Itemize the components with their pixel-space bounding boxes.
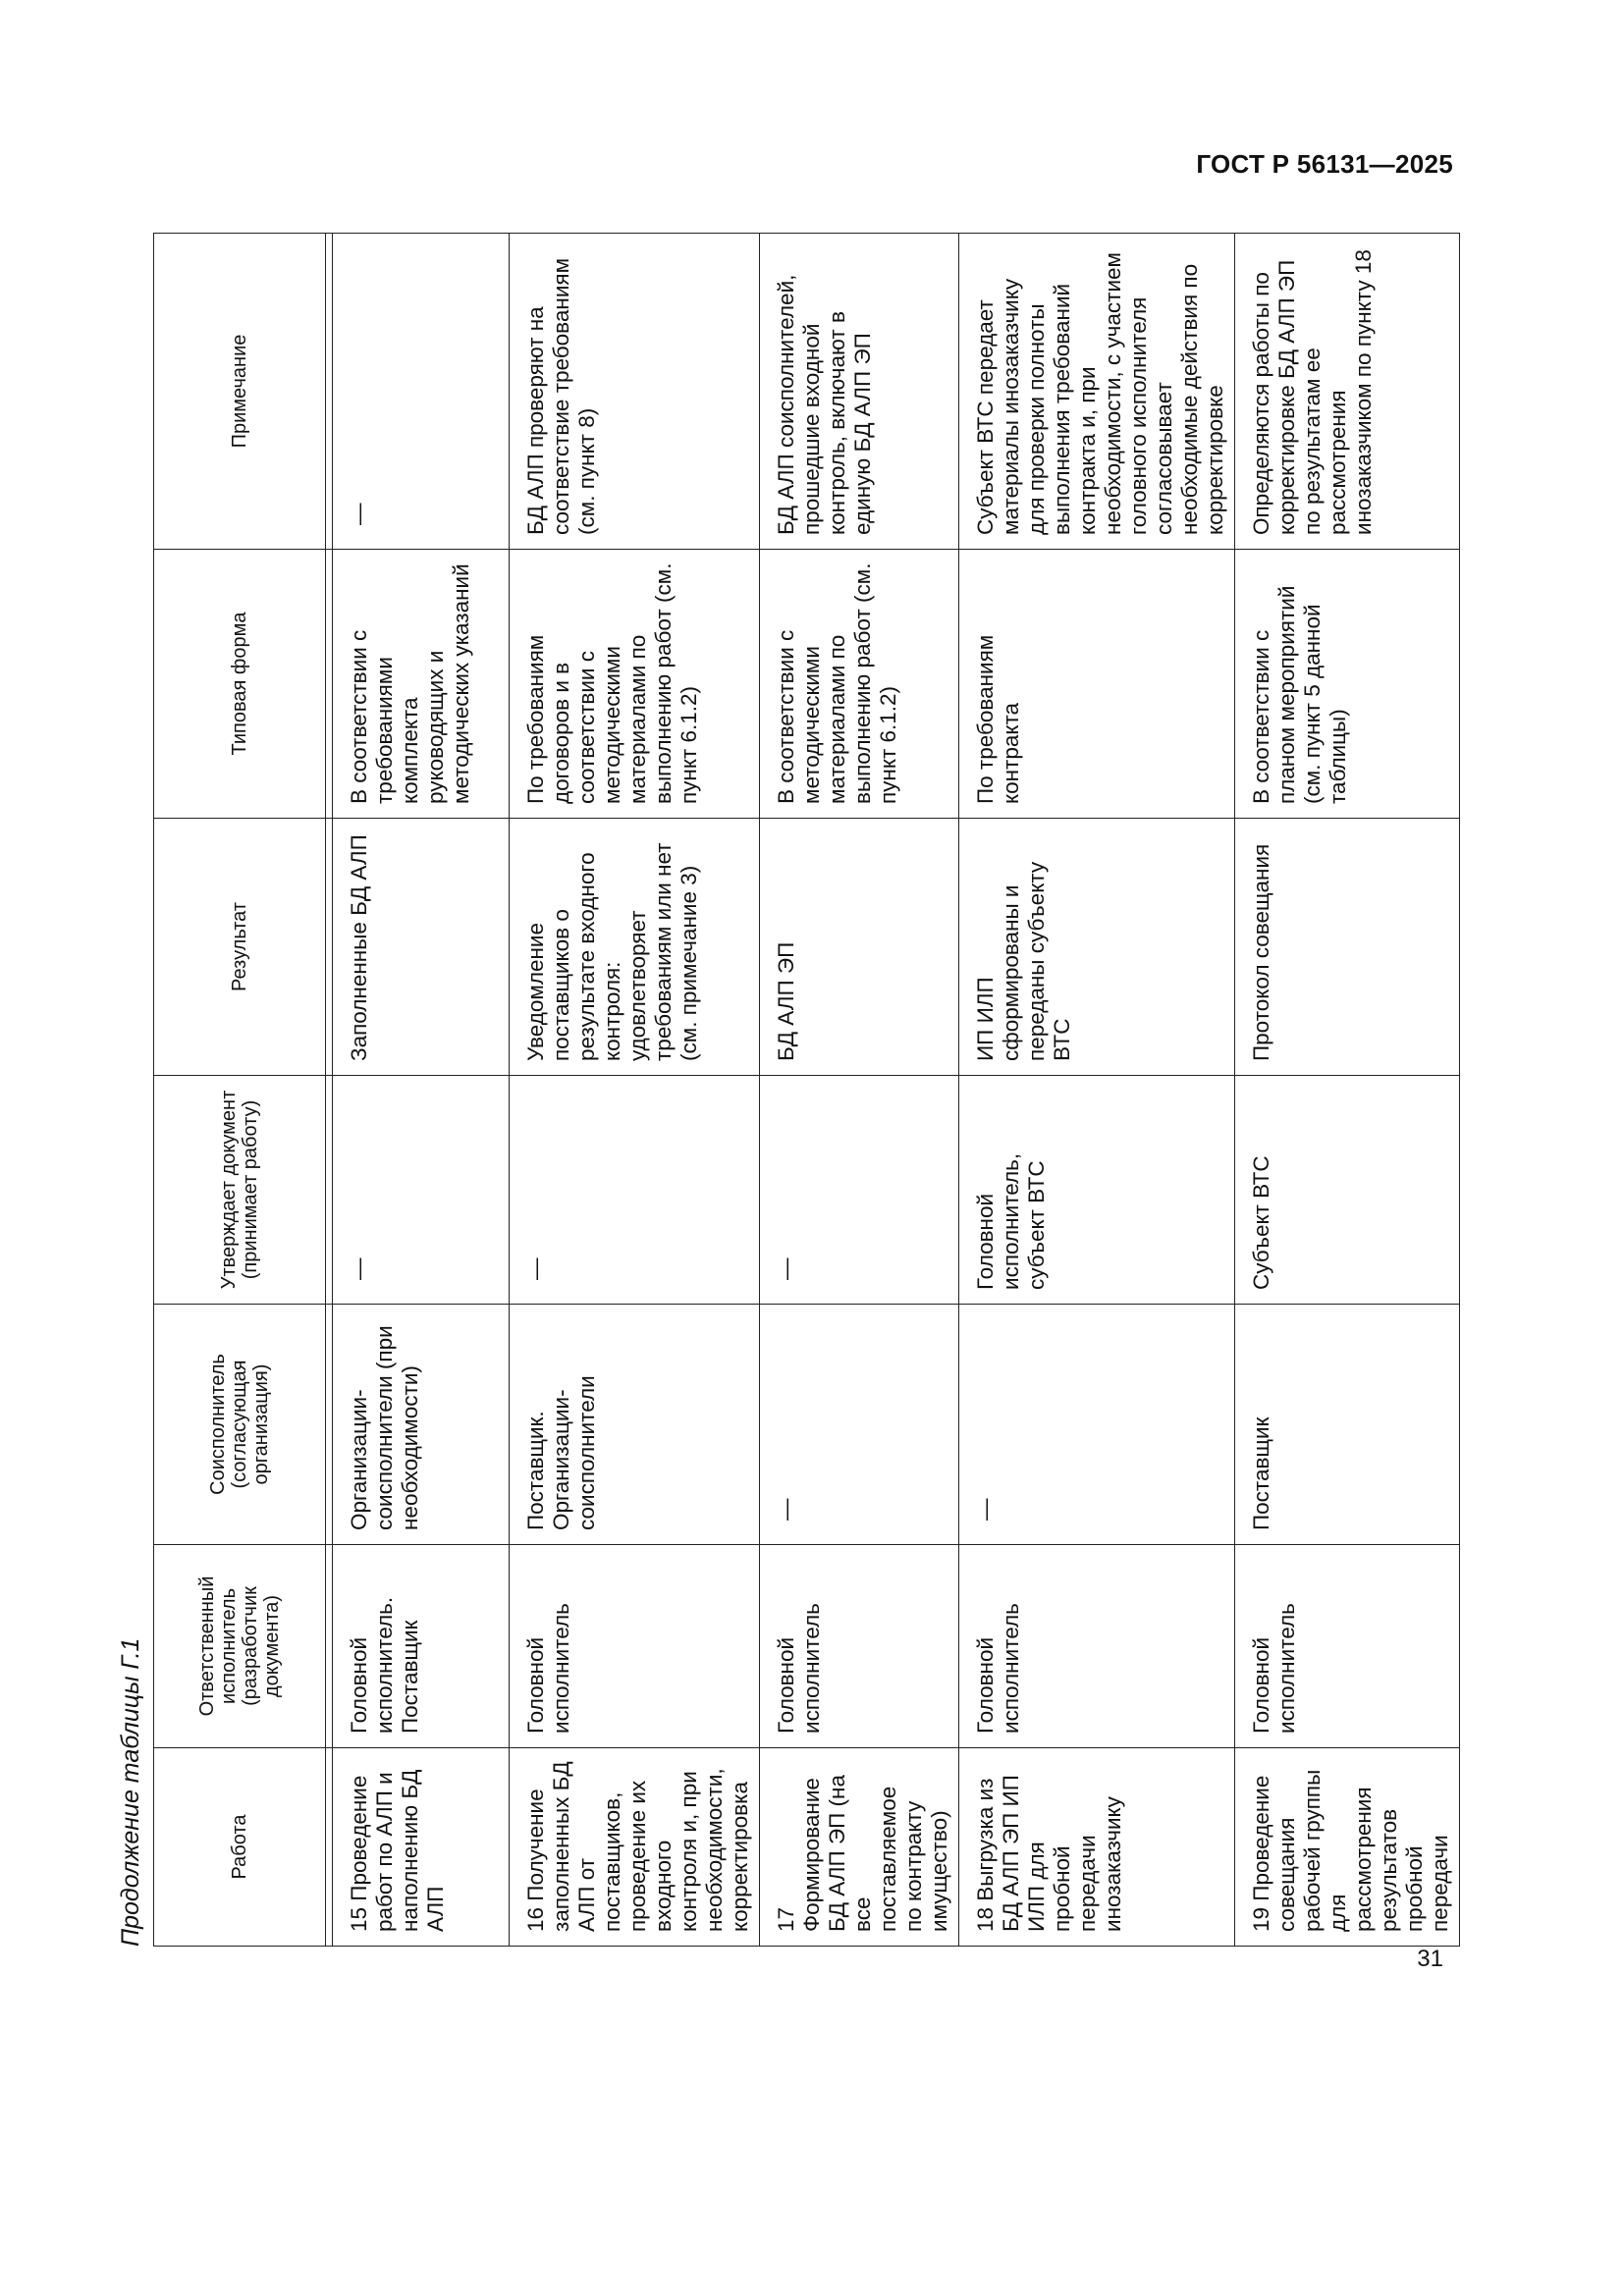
cell-note: Субъект ВТС передает материалы инозаказчику для проверки полноты выполнения требований контракта и, при необходимости, с участием головного исполнителя согласовывает необходимые действия по корректировке <box>959 234 1235 550</box>
cell-note: БД АЛП проверяют на соответствие требованиям (см. пункт 8) <box>510 234 760 550</box>
cell-result: Заполненные БД АЛП <box>333 819 510 1076</box>
header-approver: Утверждает документ (принимает работу) <box>154 1076 326 1305</box>
cell-note: — <box>333 234 510 550</box>
cell-approver: — <box>333 1076 510 1305</box>
cell-co-executor: — <box>959 1305 1235 1545</box>
header-responsible: Ответственный исполнитель (разработчик документа) <box>154 1545 326 1748</box>
cell-approver: — <box>760 1076 959 1305</box>
cell-form: В соответствии с требованиями комплекта руководящих и методических указаний <box>333 550 510 819</box>
cell-result: ИП ИЛП сформированы и переданы субъекту ВТС <box>959 819 1235 1076</box>
page-number: 31 <box>1417 1946 1443 1972</box>
cell-responsible: Головной исполнитель. Поставщик <box>333 1545 510 1748</box>
table-row <box>959 234 1235 1947</box>
cell-responsible: Головной исполнитель <box>959 1545 1235 1748</box>
cell-work: 15 Проведение работ по АЛП и наполнению БД АЛП <box>333 1748 510 1947</box>
table-row <box>1235 234 1460 1947</box>
cell-result: Протокол совещания <box>1235 819 1460 1076</box>
cell-co-executor: Поставщик <box>1235 1305 1460 1545</box>
cell-responsible: Головной исполнитель <box>1235 1545 1460 1748</box>
header-form: Типовая форма <box>154 550 326 819</box>
header-work: Работа <box>154 1748 326 1947</box>
document-code: ГОСТ Р 56131—2025 <box>1196 149 1453 179</box>
cell-work: 16 Получение заполненных БД АЛП от поставщиков, проведение их входного контроля и, при необходимости, корректировка <box>510 1748 760 1947</box>
table-row <box>760 234 959 1947</box>
cell-form: По требованиям контракта <box>959 550 1235 819</box>
header-result: Результат <box>154 819 326 1076</box>
cell-work: 17 Формирование БД АЛП ЭП (на все поставляемое по контракту имущество) <box>760 1748 959 1947</box>
cell-form: В соответствии с планом мероприятий (см. пункт 5 данной таблицы) <box>1235 550 1460 819</box>
work-table <box>153 233 1460 1947</box>
cell-result: БД АЛП ЭП <box>760 819 959 1076</box>
cell-work: 18 Выгрузка из БД АЛП ЭП ИП ИЛП для пробной передачи инозаказчику <box>959 1748 1235 1947</box>
table-row <box>510 234 760 1947</box>
header-co-executor: Соисполнитель (согласующая организация) <box>154 1305 326 1545</box>
cell-co-executor: — <box>760 1305 959 1545</box>
cell-note: БД АЛП соисполнителей, прошедшие входной контроль, включают в единую БД АЛП ЭП <box>760 234 959 550</box>
cell-result: Уведомление поставщиков о результате входного контроля: удовлетворяет требованиям или нет (см. примечание 3) <box>510 819 760 1076</box>
cell-form: По требованиям договоров и в соответствии с методическими материалами по выполнению работ (см. пункт 6.1.2) <box>510 550 760 819</box>
cell-form: В соответствии с методическими материалами по выполнению работ (см. пункт 6.1.2) <box>760 550 959 819</box>
table-row <box>333 234 510 1947</box>
cell-co-executor: Организации-соисполнители (при необходимости) <box>333 1305 510 1545</box>
rotated-table-area <box>108 234 1452 1947</box>
cell-approver: Субъект ВТС <box>1235 1076 1460 1305</box>
cell-approver: — <box>510 1076 760 1305</box>
cell-note: Определяются работы по корректировке БД АЛП ЭП по результатам ее рассмотрения инозаказчиком по пункту 18 <box>1235 234 1460 550</box>
cell-approver: Головной исполнитель, субъект ВТС <box>959 1076 1235 1305</box>
cell-responsible: Головной исполнитель <box>760 1545 959 1748</box>
cell-co-executor: Поставщик. Организации-соисполнители <box>510 1305 760 1545</box>
cell-responsible: Головной исполнитель <box>510 1545 760 1748</box>
table-caption: Продолжение таблицы Г.1 <box>117 1637 144 1947</box>
header-note: Примечание <box>154 234 326 550</box>
header-row <box>154 234 326 1947</box>
header-separator <box>326 234 333 1947</box>
cell-work: 19 Проведение совещания рабочей группы для рассмотрения результатов пробной передачи <box>1235 1748 1460 1947</box>
